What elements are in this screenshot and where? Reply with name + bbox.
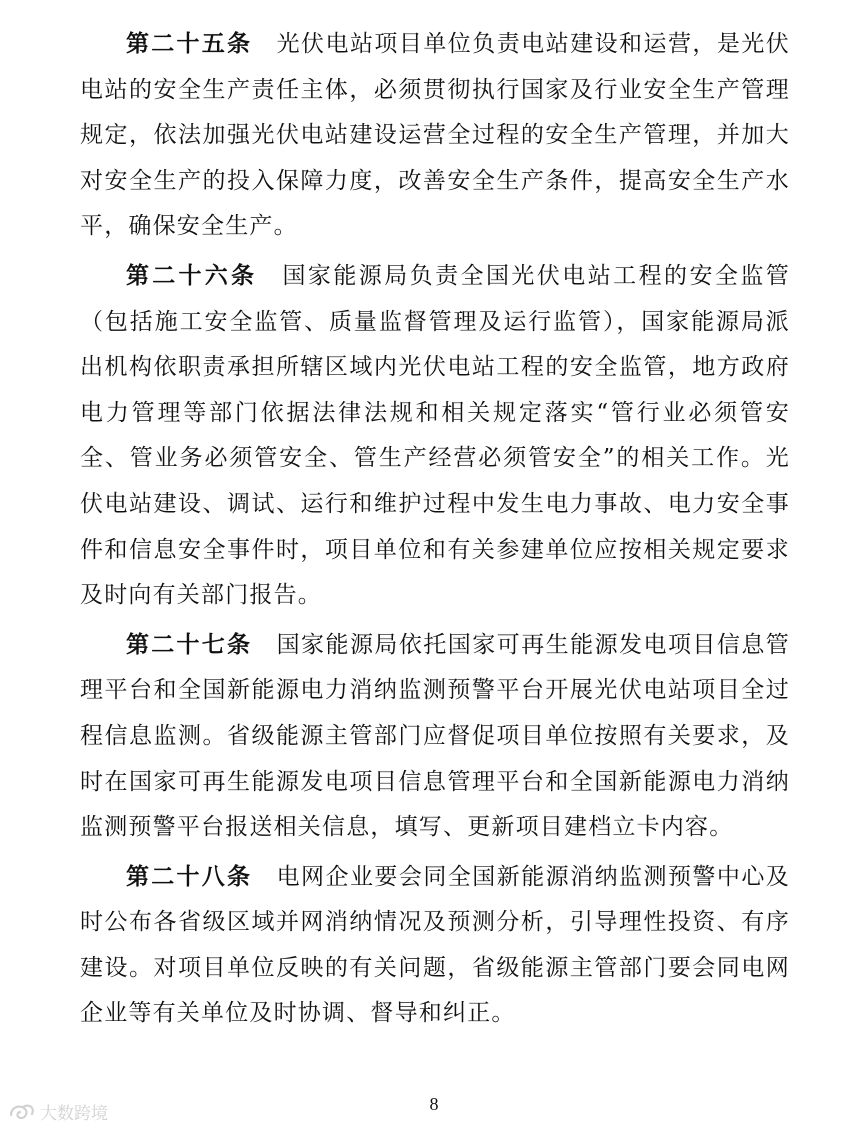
page-number: 8 [429, 1094, 439, 1114]
article-body: 国家能源局负责全国光伏电站工程的安全监管（包括施工安全监管、质量监督管理及运行监管），国家能源局派出机构依职责承担所辖区域内光伏电站工程的安全监管，地方政府电力管理等部门依据法律法规和相关规定落实“管行业必须管安全、管业务必须管安全、管生产经营必须管安全”的相关工作。光伏电站建设、调试、运行和维护过程中发生电力事故、电力安全事件和信息安全事件时，项目单位和有关参建单位应按相关规定要求及时向有关部门报告。 [80, 262, 791, 609]
article-heading: 第二十六条 [126, 262, 258, 289]
watermark-logo-icon [8, 1101, 36, 1123]
article-heading: 第二十七条 [126, 631, 253, 658]
watermark-text: 大数跨境 [40, 1104, 108, 1124]
document-page [80, 22, 790, 1041]
article-body: 电网企业要会同全国新能源消纳监测预警中心及时公布各省级区域并网消纳情况及预测分析，引导理性投资、有序建设。对项目单位反映的有关问题，省级能源主管部门要会同电网企业等有关单位及时协调、督导和纠正。 [80, 863, 791, 1027]
article-heading: 第二十五条 [126, 31, 253, 57]
article-heading: 第二十八条 [126, 863, 253, 890]
article-body: 国家能源局依托国家可再生能源发电项目信息管理平台和全国新能源电力消纳监测预警平台开展光伏电站项目全过程信息监测。省级能源主管部门应督促项目单位按照有关要求，及时在国家可再生能源发电项目信息管理平台和全国新能源电力消纳监测预警平台报送相关信息，填写、更新项目建档立卡内容。 [80, 631, 791, 841]
article-body: 光伏电站项目单位负责电站建设和运营，是光伏电站的安全生产责任主体，必须贯彻执行国家及行业安全生产管理规定，依法加强光伏电站建设运营全过程的安全生产管理，并加大对安全生产的投入保障力度，改善安全生产条件，提高安全生产水平，确保安全生产。 [80, 31, 791, 240]
article-27 [80, 623, 790, 851]
article-26 [80, 254, 790, 619]
article-25 [80, 22, 790, 250]
watermark [8, 1099, 108, 1124]
article-28 [80, 855, 790, 1037]
